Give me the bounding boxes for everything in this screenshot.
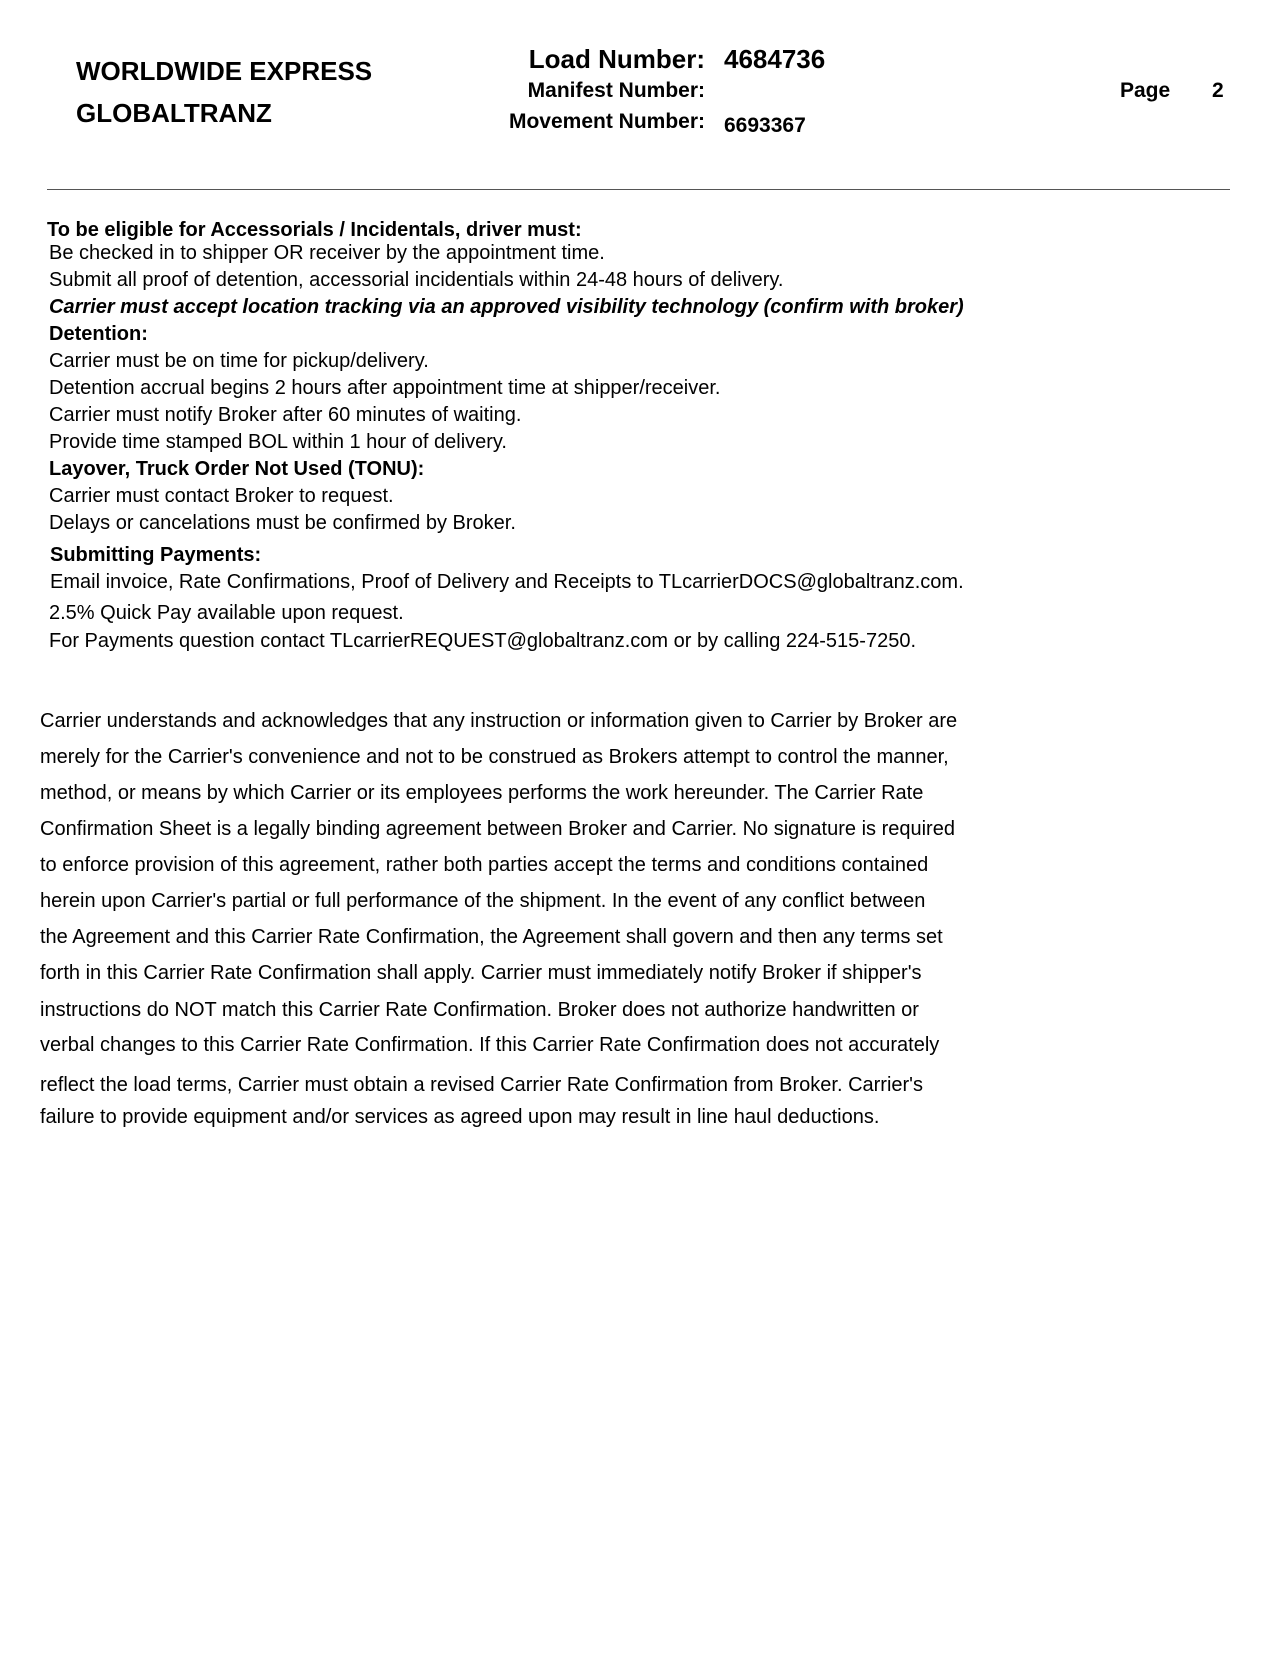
legal-line: failure to provide equipment and/or services as agreed upon may result in line haul deductions. — [40, 1106, 880, 1128]
legal-line: to enforce provision of this agreement, rather both parties accept the terms and conditions contained — [40, 854, 929, 876]
legal-line: the Agreement and this Carrier Rate Confirmation, the Agreement shall govern and then any terms set — [40, 926, 943, 948]
legal-line: Carrier understands and acknowledges that any instruction or information given to Carrier by Broker are — [40, 710, 958, 732]
layover-item: Carrier must contact Broker to request. — [49, 485, 394, 507]
legal-line: verbal changes to this Carrier Rate Confirmation. If this Carrier Rate Confirmation does not accurately — [40, 1034, 940, 1056]
detention-item: Detention accrual begins 2 hours after appointment time at shipper/receiver. — [49, 377, 721, 399]
detention-item: Provide time stamped BOL within 1 hour of delivery. — [49, 431, 507, 453]
payments-heading: Submitting Payments: — [50, 544, 262, 566]
movement-number-label: Movement Number: — [508, 110, 705, 133]
legal-line: reflect the load terms, Carrier must obtain a revised Carrier Rate Confirmation from Broker. Carrier's — [40, 1074, 923, 1096]
legal-line: herein upon Carrier's partial or full performance of the shipment. In the event of any conflict between — [40, 890, 926, 912]
detention-item: Carrier must be on time for pickup/delivery. — [49, 350, 429, 372]
company-name-line1: WORLDWIDE EXPRESS — [76, 56, 373, 86]
eligibility-item: Submit all proof of detention, accessorial incidentials within 24-48 hours of delivery. — [49, 269, 784, 291]
eligibility-heading: To be eligible for Accessorials / Incidentals, driver must: — [47, 219, 582, 241]
movement-number-value: 6693367 — [724, 114, 806, 137]
header-divider — [47, 189, 1230, 190]
layover-heading: Layover, Truck Order Not Used (TONU): — [49, 458, 425, 480]
payments-item: For Payments question contact TLcarrierREQUEST@globaltranz.com or by calling 224-515-7250. — [49, 630, 917, 652]
detention-item: Carrier must notify Broker after 60 minutes of waiting. — [49, 404, 522, 426]
company-name-line2: GLOBALTRANZ — [76, 98, 272, 128]
layover-item: Delays or cancelations must be confirmed by Broker. — [49, 512, 516, 534]
payments-item: 2.5% Quick Pay available upon request. — [49, 602, 404, 624]
eligibility-item: Be checked in to shipper OR receiver by the appointment time. — [49, 242, 605, 264]
load-number-label: Load Number: — [528, 44, 705, 74]
legal-line: Confirmation Sheet is a legally binding agreement between Broker and Carrier. No signature is required — [40, 818, 955, 840]
load-number-value: 4684736 — [724, 44, 826, 74]
legal-line: instructions do NOT match this Carrier Rate Confirmation. Broker does not authorize handwritten or — [40, 999, 919, 1021]
detention-heading: Detention: — [49, 323, 148, 345]
payments-item: Email invoice, Rate Confirmations, Proof of Delivery and Receipts to TLcarrierDOCS@globaltranz.com. — [50, 571, 964, 593]
page-label: Page — [1120, 79, 1171, 102]
legal-line: merely for the Carrier's convenience and not to be construed as Brokers attempt to control the manner, — [40, 746, 949, 768]
page-number: 2 — [1212, 79, 1224, 102]
legal-line: method, or means by which Carrier or its employees performs the work hereunder. The Carrier Rate — [40, 782, 924, 804]
tracking-notice: Carrier must accept location tracking via an approved visibility technology (confirm with broker) — [49, 296, 964, 318]
manifest-number-label: Manifest Number: — [527, 79, 705, 102]
legal-line: forth in this Carrier Rate Confirmation shall apply. Carrier must immediately notify Broker if shipper's — [40, 962, 922, 984]
